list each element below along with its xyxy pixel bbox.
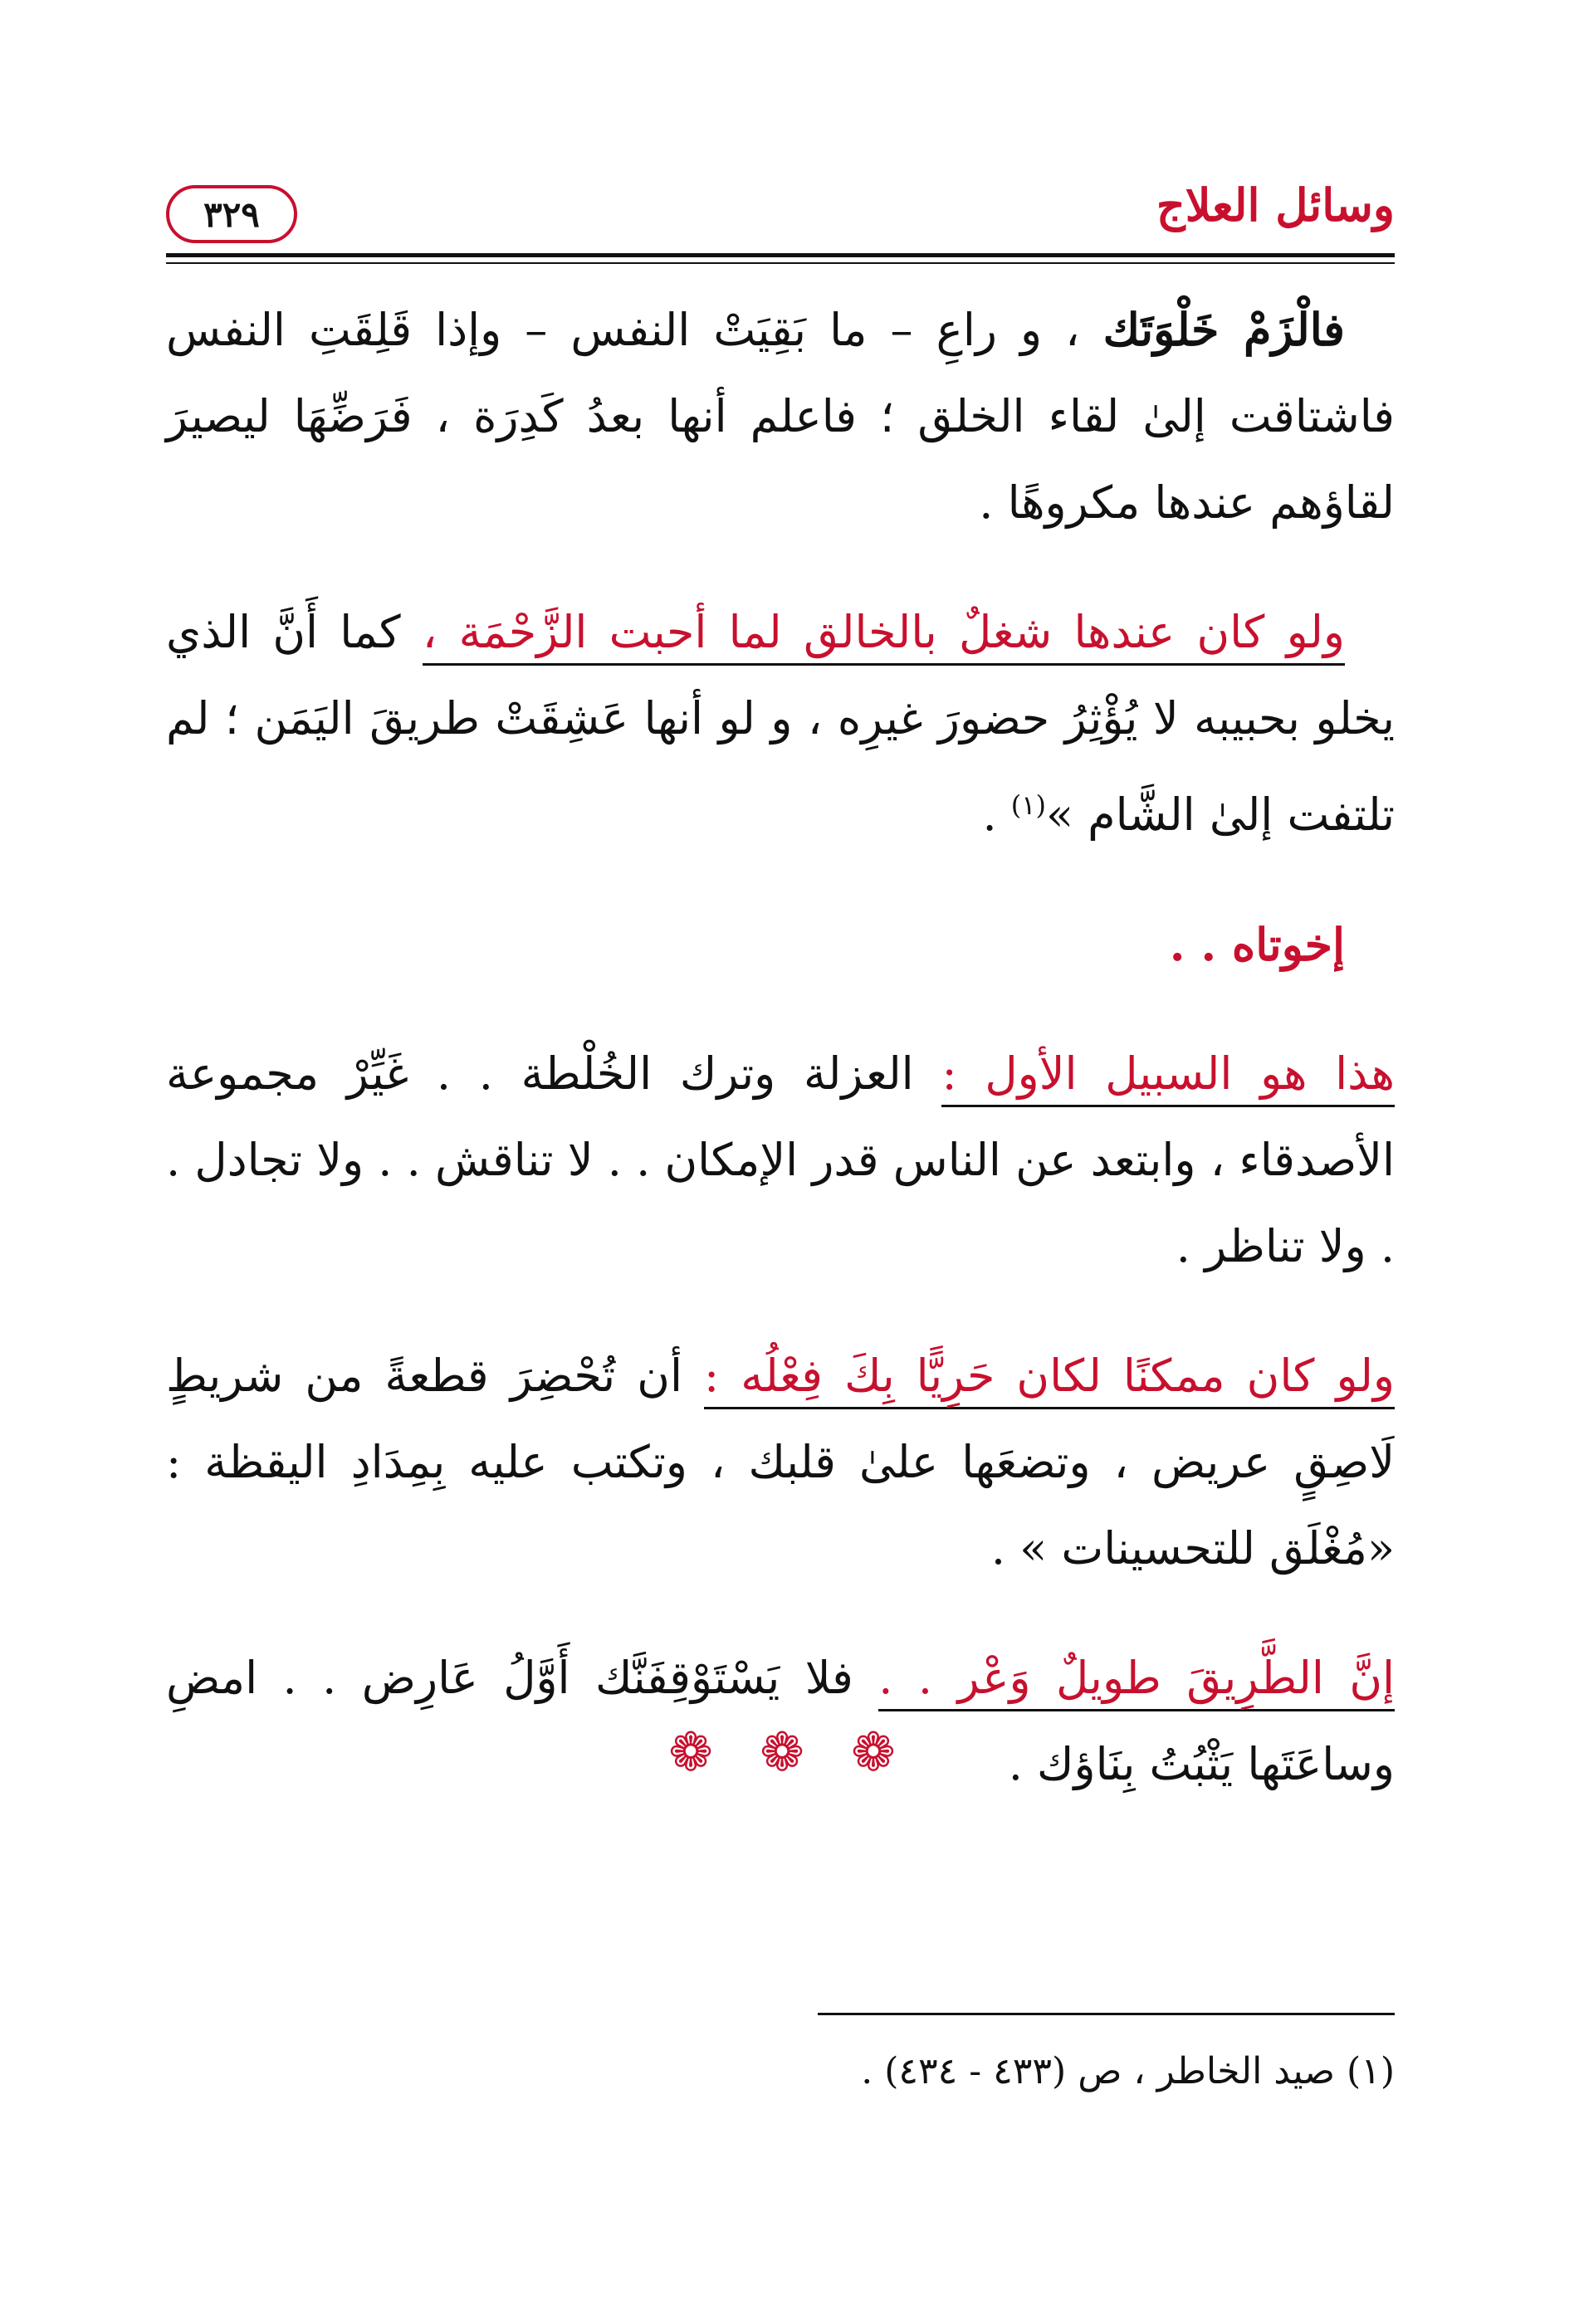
page-header: [166, 170, 1395, 245]
subheading: إخوتاه . .: [1169, 918, 1345, 971]
paragraph-2-highlight: ولو كان عندها شغلٌ بالخالق لما أحبت الزَّحْمَة ،: [423, 606, 1345, 666]
paragraph-1-text: ، و راعِ – ما بَقِيَتْ النفس – وإذا قَلِقَتِ النفس فاشتاقت إلىٰ لقاء الخلق ؛ فاعلم أنها بعدُ كَدِرَة ، فَرَضِّهَا ليصيرَ لقاؤهم عندها مكروهًا .: [166, 304, 1395, 529]
footnote: (١) صيد الخاطر ، ص (٤٣٣ - ٤٣٤) .: [861, 2050, 1395, 2092]
section-ornament-icon: ❁ ❁ ❁: [668, 1722, 911, 1784]
paragraph-1: [166, 286, 1395, 546]
paragraph-3: [166, 1031, 1395, 1290]
footnote-rule: [818, 2013, 1395, 2015]
page-number-badge: ٣٢٩: [166, 185, 297, 243]
header-rule-thick: [166, 253, 1395, 257]
paragraph-2-text: كما أَنَّ الذي يخلو بحبيبه لا يُؤْثِرُ حضورَ غيرِه ، و لو أنها عَشِقَتْ طريقَ اليَمَن ؛ لم تلتفت إلىٰ الشَّام »: [166, 606, 1395, 841]
paragraph-2-end: .: [982, 788, 1011, 841]
paragraph-5-text: فلا يَسْتَوْقِفَنَّك أَوَّلُ عَارِض . . امضِ وساعَتَها يَثْبُتُ بِنَاؤك .: [166, 1652, 1395, 1790]
page-body: [166, 286, 1395, 1851]
footnote-ref: (١): [1010, 789, 1046, 821]
paragraph-4: [166, 1333, 1395, 1592]
paragraph-1-lead: فالْزَمْ خَلْوَتَك: [1102, 303, 1345, 356]
header-rule-thin: [166, 262, 1395, 264]
paragraph-5-highlight: إنَّ الطَّرِيقَ طويلٌ وَعْر . .: [878, 1652, 1395, 1711]
paragraph-2: [166, 589, 1395, 858]
paragraph-3-text: العزلة وترك الخُلْطة . . غَيِّرْ مجموعة الأصدقاء ، وابتعد عن الناس قدر الإمكان . . لا تناقش . . ولا تجادل . . ولا تناظر .: [166, 1047, 1395, 1272]
chapter-title: وسائل العلاج: [1156, 178, 1395, 232]
paragraph-3-highlight: هذا هو السبيل الأول :: [941, 1047, 1395, 1107]
paragraph-4-text: أن تُحْضِرَ قطعةً من شريطٍ لَاصِقٍ عريض ، وتضعَها علىٰ قلبك ، وتكتب عليه بِمِدَادِ اليقظة : «مُغْلَق للتحسينات » .: [166, 1350, 1395, 1575]
paragraph-4-highlight: ولو كان ممكنًا لكان حَرِيًّا بِكَ فِعْلُه :: [704, 1350, 1395, 1409]
